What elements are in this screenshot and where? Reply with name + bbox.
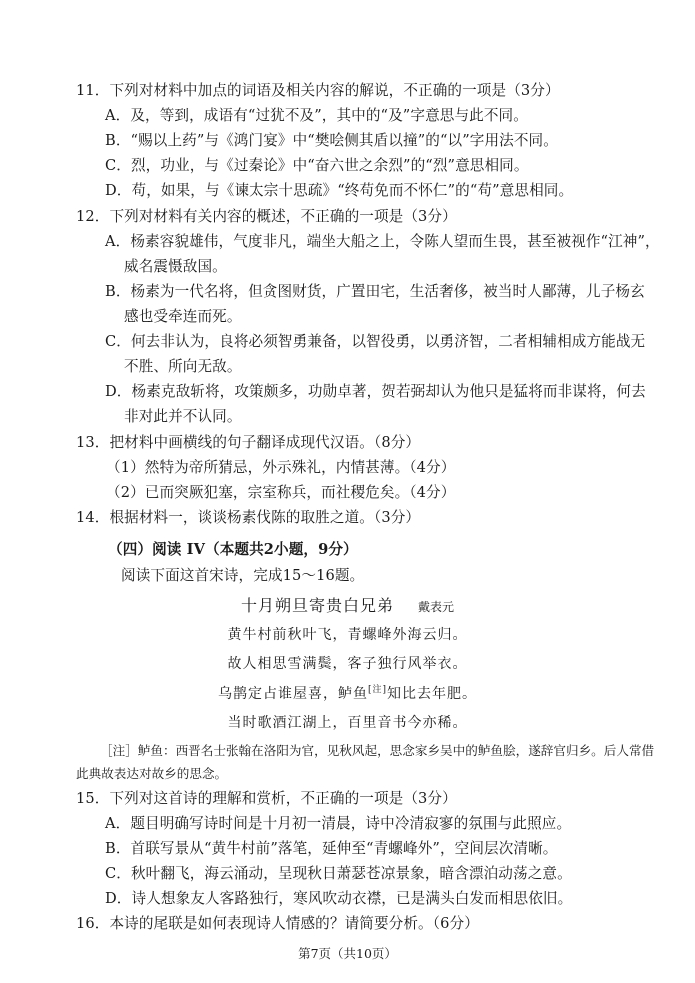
q12-option-b-cont: 感也受牵连而死。 <box>124 308 242 325</box>
q13-item-1: （1）然特为帝所猜忌，外示殊礼，内情甚薄。（4分） <box>106 459 456 476</box>
q11-stem: 11．下列对材料中加点的词语及相关内容的解说，不正确的一项是（3分） <box>76 82 560 99</box>
poem-title: 十月朔旦寄贵白兄弟 <box>240 596 394 615</box>
q15-option-c: C．秋叶翻飞，海云涌动，呈现秋日萧瑟苍凉景象，暗含漂泊动荡之意。 <box>105 865 572 882</box>
q15-option-a: A．题目明确写诗时间是十月初一清晨，诗中冷清寂寥的氛围与此照应。 <box>105 815 572 832</box>
q12-option-c-cont: 不胜、所向无敌。 <box>124 358 242 375</box>
footnote-marker: [注] <box>367 685 388 695</box>
page-footer: 第7页（共10页） <box>298 946 397 961</box>
poem-line-4: 当时歌酒江湖上，百里音书今亦稀。 <box>227 715 468 731</box>
poem-line-2: 故人相思雪满鬓，客子独行风举衣。 <box>227 656 468 672</box>
poem-author: 戴表元 <box>418 600 455 614</box>
poem-line-1: 黄牛村前秋叶飞，青螺峰外海云归。 <box>227 627 468 643</box>
q12-option-b: B．杨素为一代名将，但贪图财货，广置田宅，生活奢侈，被当时人鄙薄，儿子杨玄 <box>105 283 645 300</box>
q11-option-d: D．苟，如果，与《谏太宗十思疏》“终苟免而不怀仁”的“苟”意思相同。 <box>105 182 574 199</box>
q11-option-b: B．“赐以上药”与《鸿门宴》中“樊哙侧其盾以撞”的“以”字用法不同。 <box>105 132 558 149</box>
q12-option-d-cont: 非对此并不认同。 <box>124 408 242 425</box>
q12-option-c: C．何去非认为，良将必须智勇兼备，以智役勇，以勇济智，二者相辅相成方能战无 <box>105 333 646 350</box>
poem-line-3-part-1: 乌鹊定占谁屋喜，鲈鱼 <box>217 686 368 702</box>
q12-option-a: A．杨素容貌雄伟，气度非凡，端坐大船之上，令陈人望而生畏，甚至被视作“江神”， <box>105 233 660 250</box>
poem-line-3 <box>0 684 695 704</box>
poem-line-3-part-2: 知比去年肥。 <box>387 686 478 702</box>
q13-item-2: （2）已而突厥犯塞，宗室称兵，而社稷危矣。（4分） <box>106 484 456 501</box>
poem-note-line-2: 此典故表达对故乡的思念。 <box>76 766 228 781</box>
q11-option-a: A．及，等到，成语有“过犹不及”，其中的“及”字意思与此不同。 <box>105 107 528 124</box>
q12-stem: 12．下列对材料有关内容的概述，不正确的一项是（3分） <box>76 208 457 225</box>
section-intro: 阅读下面这首宋诗，完成15～16题。 <box>121 567 365 584</box>
q15-option-d: D．诗人想象友人客路独行，寒风吹动衣襟，已是满头白发而相思依旧。 <box>105 890 573 907</box>
poem-note-line-1: ［注］鲈鱼：西晋名士张翰在洛阳为官，见秋风起，思念家乡吴中的鲈鱼脍，遂辞官归乡。后人常借 <box>100 743 655 758</box>
q12-option-a-cont: 威名震慑敌国。 <box>124 258 227 275</box>
poem-header <box>0 596 695 617</box>
q11-option-c: C．烈，功业，与《过秦论》中“奋六世之余烈”的“烈”意思相同。 <box>105 157 529 174</box>
q14-stem: 14．根据材料一，谈谈杨素伐陈的取胜之道。（3分） <box>76 509 421 526</box>
q12-option-d: D．杨素克敌斩将，攻策颇多，功勋卓著，贺若弼却认为他只是猛将而非谋将，何去 <box>105 383 646 400</box>
q15-option-b: B．首联写景从“黄牛村前”落笔，延伸至“青螺峰外”，空间层次清晰。 <box>105 840 558 857</box>
q16-stem: 16．本诗的尾联是如何表现诗人情感的？请简要分析。（6分） <box>76 915 479 932</box>
q13-stem: 13．把材料中画横线的句子翻译成现代汉语。（8分） <box>76 434 421 451</box>
section-heading: （四）阅读 IV（本题共2小题，9分） <box>108 541 358 558</box>
q15-stem: 15．下列对这首诗的理解和赏析，不正确的一项是（3分） <box>76 790 457 807</box>
